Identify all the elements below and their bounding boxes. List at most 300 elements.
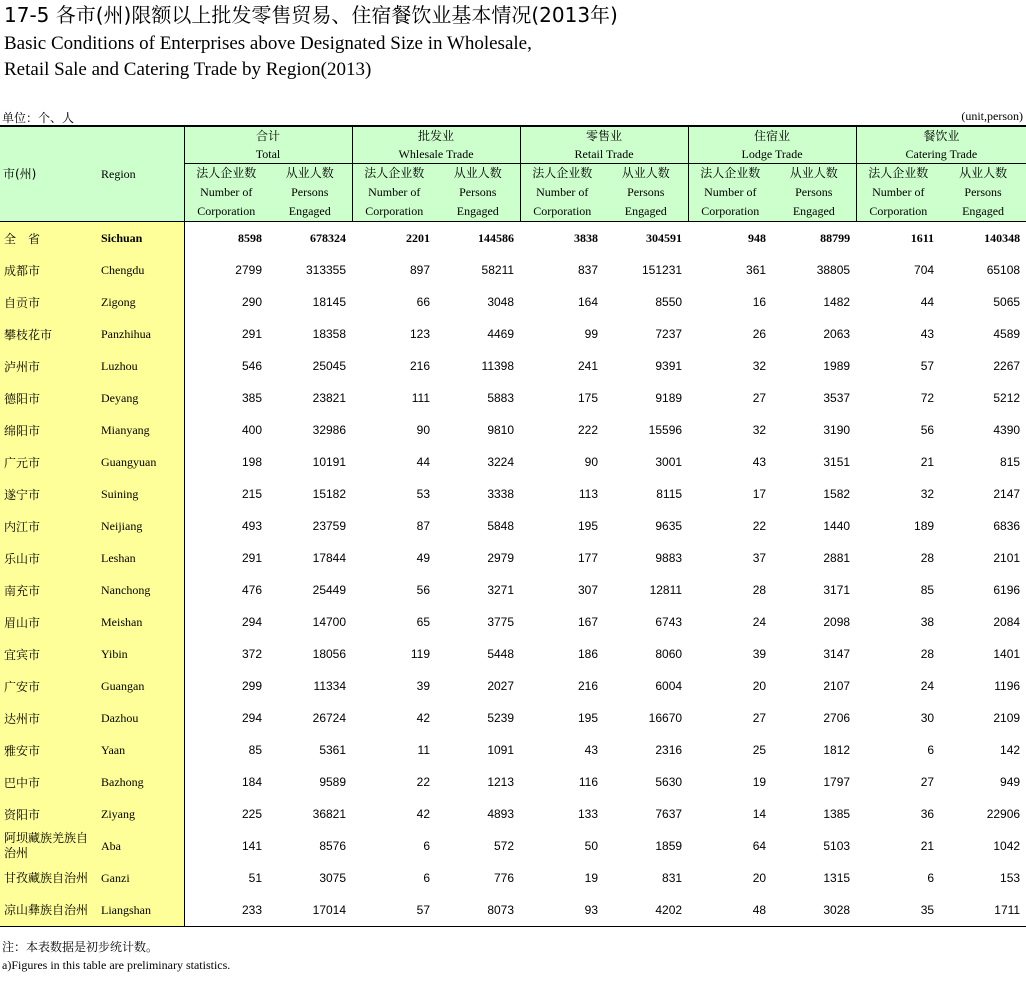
table-row xyxy=(0,766,1026,798)
corporation-count-cell: 43 xyxy=(920,327,935,341)
corporation-count-cell: 198 xyxy=(241,455,262,469)
corporation-count-cell: 17 xyxy=(752,487,767,501)
corporation-count-cell: 195 xyxy=(578,711,599,725)
group-header-lodge-cn: 住宿业 xyxy=(688,126,856,145)
group-header-retail-en: Retail Trade xyxy=(520,145,688,164)
persons-engaged-cell: 7237 xyxy=(655,327,683,341)
subheader-corp-en2: Corporation xyxy=(520,202,604,222)
corporation-count-cell: 20 xyxy=(752,679,767,693)
corporation-count-cell: 291 xyxy=(241,551,262,565)
persons-engaged-cell: 304591 xyxy=(604,222,688,255)
subheader-persons-cn: 从业人数 xyxy=(940,164,1026,184)
corporation-count-cell: 44 xyxy=(920,295,935,309)
group-header-wholesale-cn: 批发业 xyxy=(352,126,520,145)
table-header xyxy=(0,126,1026,222)
persons-engaged-cell: 6004 xyxy=(655,679,683,693)
corporation-count-cell: 38 xyxy=(920,615,935,629)
persons-engaged-cell: 2109 xyxy=(993,711,1021,725)
corporation-count-cell: 28 xyxy=(920,551,935,565)
subheader-persons-cn: 从业人数 xyxy=(268,164,352,184)
region-name-cell: Meishan xyxy=(98,606,184,638)
corporation-count-cell: 493 xyxy=(241,519,262,533)
corporation-count-cell: 42 xyxy=(416,807,431,821)
unit-label-cn: 单位：个、人 xyxy=(2,111,75,125)
city-name-cell: 乐山市 xyxy=(0,542,98,574)
persons-engaged-cell: 5883 xyxy=(487,391,515,405)
persons-engaged-cell: 2084 xyxy=(993,615,1021,629)
subheader-persons-en2: Engaged xyxy=(436,202,520,222)
corporation-count-cell: 2799 xyxy=(235,263,262,277)
corporation-count-cell: 167 xyxy=(578,615,599,629)
city-name-cell: 遂宁市 xyxy=(0,478,98,510)
city-name-cell: 巴中市 xyxy=(0,766,98,798)
table-row xyxy=(0,542,1026,574)
persons-engaged-cell: 18056 xyxy=(312,647,347,661)
persons-engaged-cell: 3190 xyxy=(823,423,851,437)
city-name-cell: 达州市 xyxy=(0,702,98,734)
persons-engaged-cell: 140348 xyxy=(940,222,1026,255)
corporation-count-cell: 87 xyxy=(416,519,431,533)
corporation-count-cell: 90 xyxy=(584,455,599,469)
corporation-count-cell: 294 xyxy=(241,615,262,629)
table-row xyxy=(0,382,1026,414)
persons-engaged-cell: 2316 xyxy=(655,743,683,757)
persons-engaged-cell: 815 xyxy=(1000,455,1021,469)
persons-engaged-cell: 5630 xyxy=(655,775,683,789)
corporation-count-cell: 49 xyxy=(416,551,431,565)
subheader-persons-en1: Persons xyxy=(268,183,352,202)
persons-engaged-cell: 949 xyxy=(1000,775,1021,789)
corporation-count-cell: 177 xyxy=(578,551,599,565)
table-row xyxy=(0,574,1026,606)
corporation-count-cell: 361 xyxy=(746,263,767,277)
persons-engaged-cell: 9391 xyxy=(655,359,683,373)
persons-engaged-cell: 8576 xyxy=(319,839,347,853)
table-title-en-line2: Retail Sale and Catering Trade by Region(2013) xyxy=(4,59,372,80)
table-row xyxy=(0,894,1026,927)
persons-engaged-cell: 1440 xyxy=(823,519,851,533)
subheader-persons-cn: 从业人数 xyxy=(772,164,856,184)
persons-engaged-cell: 17844 xyxy=(312,551,347,565)
persons-engaged-cell: 10191 xyxy=(312,455,347,469)
persons-engaged-cell: 11398 xyxy=(481,359,515,373)
corporation-count-cell: 93 xyxy=(520,894,604,927)
subheader-corp-cn: 法人企业数 xyxy=(184,164,268,184)
persons-engaged-cell: 313355 xyxy=(305,263,347,277)
group-header-lodge-en: Lodge Trade xyxy=(688,145,856,164)
city-name-cell: 甘孜藏族自治州 xyxy=(0,862,98,894)
city-name-cell: 凉山彝族自治州 xyxy=(0,894,98,927)
corporation-count-cell: 2201 xyxy=(352,222,436,255)
city-name-cell: 自贡市 xyxy=(0,286,98,318)
corporation-count-cell: 44 xyxy=(416,455,431,469)
corporation-count-cell: 299 xyxy=(241,679,262,693)
corporation-count-cell: 30 xyxy=(920,711,935,725)
corporation-count-cell: 222 xyxy=(578,423,599,437)
table-row xyxy=(0,350,1026,382)
group-header-retail-cn: 零售业 xyxy=(520,126,688,145)
corporation-count-cell: 21 xyxy=(920,455,935,469)
persons-engaged-cell: 15182 xyxy=(312,487,347,501)
persons-engaged-cell: 23759 xyxy=(312,519,347,533)
subheader-persons-en2: Engaged xyxy=(772,202,856,222)
corporation-count-cell: 400 xyxy=(241,423,262,437)
footnote-en: a)Figures in this table are preliminary statistics. xyxy=(2,958,231,972)
persons-engaged-cell: 9189 xyxy=(655,391,683,405)
persons-engaged-cell: 9883 xyxy=(655,551,683,565)
region-name-cell: Suining xyxy=(98,478,184,510)
persons-engaged-cell: 3147 xyxy=(823,647,851,661)
subheader-corp-en2: Corporation xyxy=(352,202,436,222)
persons-engaged-cell: 26724 xyxy=(312,711,347,725)
corporation-count-cell: 35 xyxy=(856,894,940,927)
corporation-count-cell: 133 xyxy=(578,807,599,821)
corporation-count-cell: 43 xyxy=(752,455,767,469)
subheader-persons-en2: Engaged xyxy=(604,202,688,222)
city-name-cell: 南充市 xyxy=(0,574,98,606)
table-row xyxy=(0,414,1026,446)
persons-engaged-cell: 3171 xyxy=(823,583,851,597)
corporation-count-cell: 56 xyxy=(416,583,431,597)
corporation-count-cell: 85 xyxy=(248,743,262,757)
subheader-corp-en2: Corporation xyxy=(688,202,772,222)
corporation-count-cell: 48 xyxy=(688,894,772,927)
corporation-count-cell: 385 xyxy=(241,391,262,405)
corporation-count-cell: 111 xyxy=(411,391,431,405)
persons-engaged-cell: 1196 xyxy=(994,679,1021,693)
corporation-count-cell: 116 xyxy=(578,775,599,789)
persons-engaged-cell: 1315 xyxy=(823,871,851,885)
corporation-count-cell: 43 xyxy=(584,743,599,757)
city-name-cell: 雅安市 xyxy=(0,734,98,766)
table-row xyxy=(0,702,1026,734)
persons-engaged-cell: 6836 xyxy=(993,519,1021,533)
persons-engaged-cell: 1213 xyxy=(487,775,515,789)
subheader-corp-en1: Number of xyxy=(184,183,268,202)
persons-engaged-cell: 2063 xyxy=(823,327,851,341)
persons-engaged-cell: 144586 xyxy=(436,222,520,255)
subheader-corp-en1: Number of xyxy=(520,183,604,202)
persons-engaged-cell: 25449 xyxy=(312,583,347,597)
corporation-count-cell: 307 xyxy=(578,583,599,597)
subheader-corp-en2: Corporation xyxy=(856,202,940,222)
subheader-corp-cn: 法人企业数 xyxy=(856,164,940,184)
corporation-count-cell: 216 xyxy=(578,679,599,693)
corporation-count-cell: 837 xyxy=(578,263,599,277)
table-row xyxy=(0,734,1026,766)
corporation-count-cell: 25 xyxy=(752,743,767,757)
corporation-count-cell: 37 xyxy=(752,551,767,565)
persons-engaged-cell: 151231 xyxy=(642,263,683,277)
table-row xyxy=(0,862,1026,894)
persons-engaged-cell: 8115 xyxy=(656,487,683,501)
city-name-cell: 成都市 xyxy=(0,254,98,286)
corporation-count-cell: 57 xyxy=(920,359,935,373)
corporation-count-cell: 28 xyxy=(920,647,935,661)
group-header-catering-cn: 餐饮业 xyxy=(856,126,1026,145)
region-name-cell: Ziyang xyxy=(98,798,184,830)
corporation-count-cell: 291 xyxy=(241,327,262,341)
region-name-cell: Bazhong xyxy=(98,766,184,798)
persons-engaged-cell: 4893 xyxy=(487,807,515,821)
persons-engaged-cell: 3075 xyxy=(319,871,347,885)
subheader-corp-cn: 法人企业数 xyxy=(520,164,604,184)
corporation-count-cell: 6 xyxy=(927,743,935,757)
persons-engaged-cell: 5848 xyxy=(487,519,515,533)
region-name-cell: Panzhihua xyxy=(98,318,184,350)
corporation-count-cell: 6 xyxy=(423,839,431,853)
table-row-province-total xyxy=(0,222,1026,255)
persons-engaged-cell: 58211 xyxy=(481,263,515,277)
persons-engaged-cell: 2107 xyxy=(823,679,851,693)
persons-engaged-cell: 678324 xyxy=(268,222,352,255)
persons-engaged-cell: 831 xyxy=(662,871,683,885)
persons-engaged-cell: 3224 xyxy=(487,455,515,469)
subheader-persons-en2: Engaged xyxy=(940,202,1026,222)
persons-engaged-cell: 1812 xyxy=(823,743,851,757)
corporation-count-cell: 141 xyxy=(241,839,262,853)
persons-engaged-cell: 3338 xyxy=(487,487,515,501)
region-name-cell: Zigong xyxy=(98,286,184,318)
persons-engaged-cell: 1091 xyxy=(487,743,515,757)
persons-engaged-cell: 2098 xyxy=(823,615,851,629)
corporation-count-cell: 215 xyxy=(241,487,262,501)
table-title-en-line1: Basic Conditions of Enterprises above Designated Size in Wholesale, xyxy=(4,33,532,54)
persons-engaged-cell: 2881 xyxy=(823,551,851,565)
corporation-count-cell: 175 xyxy=(578,391,599,405)
region-name-cell: Sichuan xyxy=(98,222,184,255)
region-name-cell: Dazhou xyxy=(98,702,184,734)
persons-engaged-cell: 1401 xyxy=(993,647,1021,661)
statistics-table xyxy=(0,125,1026,927)
persons-engaged-cell: 15596 xyxy=(648,423,683,437)
corporation-count-cell: 24 xyxy=(752,615,767,629)
corporation-count-cell: 225 xyxy=(241,807,262,821)
persons-engaged-cell: 3271 xyxy=(487,583,515,597)
city-name-cell: 泸州市 xyxy=(0,350,98,382)
table-row xyxy=(0,254,1026,286)
corporation-count-cell: 948 xyxy=(688,222,772,255)
persons-engaged-cell: 6743 xyxy=(655,615,683,629)
subheader-corp-cn: 法人企业数 xyxy=(352,164,436,184)
corporation-count-cell: 65 xyxy=(416,615,431,629)
corporation-count-cell: 189 xyxy=(914,519,935,533)
persons-engaged-cell: 88799 xyxy=(772,222,856,255)
persons-engaged-cell: 3028 xyxy=(772,894,856,927)
corporation-count-cell: 123 xyxy=(409,327,431,341)
region-name-cell: Chengdu xyxy=(98,254,184,286)
persons-engaged-cell: 1385 xyxy=(823,807,851,821)
subheader-corp-en2: Corporation xyxy=(184,202,268,222)
corporation-count-cell: 290 xyxy=(241,295,262,309)
table-row xyxy=(0,798,1026,830)
persons-engaged-cell: 17014 xyxy=(268,894,352,927)
corporation-count-cell: 90 xyxy=(416,423,431,437)
city-column-header: 市(州) xyxy=(0,126,98,222)
persons-engaged-cell: 7637 xyxy=(655,807,683,821)
corporation-count-cell: 897 xyxy=(409,263,431,277)
city-name-cell: 全 省 xyxy=(0,222,98,255)
persons-engaged-cell: 4390 xyxy=(993,423,1021,437)
city-name-cell: 广安市 xyxy=(0,670,98,702)
region-name-cell: Yibin xyxy=(98,638,184,670)
city-name-cell: 资阳市 xyxy=(0,798,98,830)
persons-engaged-cell: 5448 xyxy=(487,647,515,661)
corporation-count-cell: 11 xyxy=(417,743,431,757)
footnote-cn: 注：本表数据是初步统计数。 xyxy=(2,940,159,954)
corporation-count-cell: 27 xyxy=(752,391,767,405)
corporation-count-cell: 186 xyxy=(578,647,599,661)
corporation-count-cell: 26 xyxy=(752,327,767,341)
subheader-corp-en1: Number of xyxy=(352,183,436,202)
persons-engaged-cell: 65108 xyxy=(986,263,1021,277)
persons-engaged-cell: 2706 xyxy=(823,711,851,725)
subheader-persons-cn: 从业人数 xyxy=(436,164,520,184)
corporation-count-cell: 184 xyxy=(241,775,262,789)
persons-engaged-cell: 18358 xyxy=(312,327,347,341)
table-row xyxy=(0,318,1026,350)
region-name-cell: Deyang xyxy=(98,382,184,414)
persons-engaged-cell: 11334 xyxy=(313,679,347,693)
corporation-count-cell: 6 xyxy=(423,871,431,885)
persons-engaged-cell: 2979 xyxy=(487,551,515,565)
table-row xyxy=(0,446,1026,478)
region-name-cell: Leshan xyxy=(98,542,184,574)
persons-engaged-cell: 38805 xyxy=(816,263,851,277)
corporation-count-cell: 28 xyxy=(752,583,767,597)
persons-engaged-cell: 4469 xyxy=(487,327,515,341)
persons-engaged-cell: 8550 xyxy=(655,295,683,309)
corporation-count-cell: 39 xyxy=(752,647,767,661)
corporation-count-cell: 216 xyxy=(409,359,431,373)
corporation-count-cell: 85 xyxy=(920,583,935,597)
subheader-corp-en1: Number of xyxy=(856,183,940,202)
region-name-cell: Ganzi xyxy=(98,862,184,894)
persons-engaged-cell: 8073 xyxy=(436,894,520,927)
persons-engaged-cell: 1989 xyxy=(823,359,851,373)
region-name-cell: Luzhou xyxy=(98,350,184,382)
corporation-count-cell: 372 xyxy=(241,647,262,661)
corporation-count-cell: 24 xyxy=(920,679,935,693)
persons-engaged-cell: 4589 xyxy=(993,327,1021,341)
persons-engaged-cell: 12811 xyxy=(649,583,683,597)
subheader-corp-cn: 法人企业数 xyxy=(688,164,772,184)
persons-engaged-cell: 14700 xyxy=(312,615,347,629)
corporation-count-cell: 39 xyxy=(416,679,431,693)
corporation-count-cell: 113 xyxy=(578,487,599,501)
region-name-cell: Guangyuan xyxy=(98,446,184,478)
persons-engaged-cell: 776 xyxy=(494,871,515,885)
persons-engaged-cell: 5103 xyxy=(823,839,851,853)
table-title-cn: 17-5 各市(州)限额以上批发零售贸易、住宿餐饮业基本情况(2013年) xyxy=(4,3,618,27)
corporation-count-cell: 99 xyxy=(584,327,599,341)
persons-engaged-cell: 23821 xyxy=(312,391,347,405)
city-name-cell: 内江市 xyxy=(0,510,98,542)
city-name-cell: 宜宾市 xyxy=(0,638,98,670)
table-row xyxy=(0,638,1026,670)
corporation-count-cell: 241 xyxy=(578,359,599,373)
persons-engaged-cell: 2101 xyxy=(993,551,1021,565)
persons-engaged-cell: 16670 xyxy=(648,711,683,725)
region-name-cell: Nanchong xyxy=(98,574,184,606)
subheader-persons-en1: Persons xyxy=(436,183,520,202)
city-name-cell: 阿坝藏族羌族自治州 xyxy=(0,830,98,862)
corporation-count-cell: 476 xyxy=(241,583,262,597)
corporation-count-cell: 32 xyxy=(752,423,767,437)
region-name-cell: Aba xyxy=(98,830,184,862)
city-name-cell: 广元市 xyxy=(0,446,98,478)
persons-engaged-cell: 5065 xyxy=(993,295,1021,309)
corporation-count-cell: 233 xyxy=(184,894,268,927)
corporation-count-cell: 22 xyxy=(416,775,431,789)
persons-engaged-cell: 1042 xyxy=(993,839,1021,853)
persons-engaged-cell: 5239 xyxy=(487,711,515,725)
persons-engaged-cell: 3048 xyxy=(487,295,515,309)
persons-engaged-cell: 153 xyxy=(1000,871,1021,885)
persons-engaged-cell: 18145 xyxy=(312,295,347,309)
persons-engaged-cell: 9810 xyxy=(487,423,515,437)
region-name-cell: Guangan xyxy=(98,670,184,702)
group-header-wholesale-en: Whlesale Trade xyxy=(352,145,520,164)
corporation-count-cell: 21 xyxy=(920,839,935,853)
persons-engaged-cell: 5361 xyxy=(319,743,347,757)
corporation-count-cell: 19 xyxy=(584,871,599,885)
region-name-cell: Neijiang xyxy=(98,510,184,542)
region-name-cell: Mianyang xyxy=(98,414,184,446)
table-row xyxy=(0,510,1026,542)
table-row xyxy=(0,670,1026,702)
corporation-count-cell: 27 xyxy=(752,711,767,725)
corporation-count-cell: 57 xyxy=(352,894,436,927)
subheader-persons-en1: Persons xyxy=(772,183,856,202)
group-header-catering-en: Catering Trade xyxy=(856,145,1026,164)
corporation-count-cell: 51 xyxy=(248,871,262,885)
corporation-count-cell: 50 xyxy=(584,839,599,853)
corporation-count-cell: 27 xyxy=(920,775,935,789)
corporation-count-cell: 36 xyxy=(920,807,935,821)
persons-engaged-cell: 6196 xyxy=(993,583,1021,597)
city-name-cell: 攀枝花市 xyxy=(0,318,98,350)
corporation-count-cell: 32 xyxy=(920,487,935,501)
unit-label-en: (unit,person) xyxy=(961,109,1023,123)
table-row xyxy=(0,830,1026,862)
persons-engaged-cell: 9589 xyxy=(319,775,347,789)
persons-engaged-cell: 2027 xyxy=(487,679,515,693)
region-name-cell: Liangshan xyxy=(98,894,184,927)
corporation-count-cell: 22 xyxy=(752,519,767,533)
persons-engaged-cell: 5212 xyxy=(993,391,1021,405)
corporation-count-cell: 64 xyxy=(752,839,767,853)
persons-engaged-cell: 36821 xyxy=(312,807,347,821)
subheader-persons-en1: Persons xyxy=(604,183,688,202)
city-name-cell: 眉山市 xyxy=(0,606,98,638)
region-name-cell: Yaan xyxy=(98,734,184,766)
persons-engaged-cell: 3775 xyxy=(487,615,515,629)
persons-engaged-cell: 3001 xyxy=(655,455,683,469)
persons-engaged-cell: 32986 xyxy=(312,423,347,437)
group-header-total-cn: 合计 xyxy=(184,126,352,145)
corporation-count-cell: 53 xyxy=(416,487,431,501)
persons-engaged-cell: 572 xyxy=(494,839,515,853)
table-row xyxy=(0,286,1026,318)
subheader-persons-cn: 从业人数 xyxy=(604,164,688,184)
corporation-count-cell: 3838 xyxy=(520,222,604,255)
corporation-count-cell: 546 xyxy=(241,359,262,373)
corporation-count-cell: 72 xyxy=(920,391,935,405)
city-name-cell: 绵阳市 xyxy=(0,414,98,446)
corporation-count-cell: 164 xyxy=(578,295,599,309)
corporation-count-cell: 8598 xyxy=(184,222,268,255)
